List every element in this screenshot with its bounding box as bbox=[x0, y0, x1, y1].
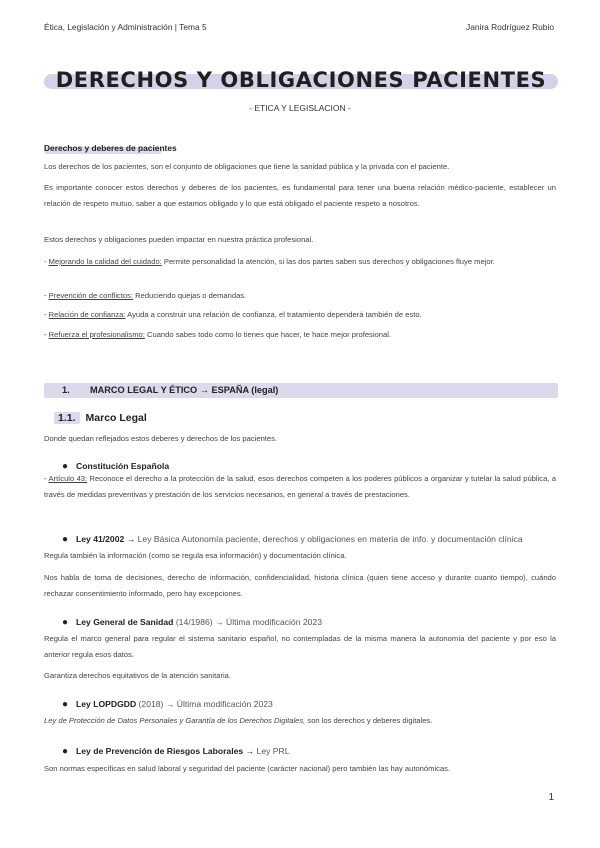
header-course: Ética, Legislación y Administración | Tema 5 bbox=[44, 22, 207, 32]
bullet-desc: Ley Básica Autonomía paciente, derechos y obligaciones en materia de info. y documentación clínica bbox=[135, 534, 523, 544]
subsection-title: Marco Legal bbox=[85, 412, 147, 424]
bullet-title: Ley General de Sanidad bbox=[76, 617, 174, 627]
bullet-icon: ● bbox=[62, 534, 69, 545]
lopdgdd-paragraph bbox=[44, 713, 556, 729]
section-number: 1. bbox=[62, 385, 70, 395]
intro-item bbox=[44, 327, 556, 343]
bullet-title: Ley LOPDGDD bbox=[76, 699, 137, 709]
item-prefix: - bbox=[44, 291, 49, 300]
section-1-title bbox=[62, 385, 278, 395]
page-number: 1 bbox=[548, 792, 554, 803]
intro-item bbox=[44, 307, 556, 323]
bullet-icon: ● bbox=[62, 699, 69, 710]
constitucion-text bbox=[44, 471, 556, 502]
subsection-heading bbox=[54, 412, 147, 424]
bullet-desc: Ley PRL bbox=[254, 746, 290, 756]
intro-paragraph-1: Los derechos de los pacientes, son el conjunto de obligaciones que tiene la sanidad pública y la privada con el paciente. bbox=[44, 162, 450, 171]
page-title: DERECHOS Y OBLIGACIONES PACIENTES bbox=[55, 68, 547, 92]
law-desc: son los derechos y deberes digitales. bbox=[305, 716, 433, 725]
section-title-text: MARCO LEGAL Y ÉTICO → ESPAÑA (legal) bbox=[90, 385, 279, 395]
lopdgdd-heading bbox=[62, 699, 273, 710]
title-block bbox=[44, 68, 558, 98]
ley41-paragraph-2: Nos habla de toma de decisiones, derecho de información, confidencialidad, historia clínica (quien tiene acceso y durante cuanto tiempo), cuándo rechazar consentimiento informado, pero hay excepciones. bbox=[44, 573, 556, 598]
intro-heading-text: Derechos y deberes de pacientes bbox=[44, 143, 177, 153]
item-prefix: - bbox=[44, 310, 49, 319]
ley41-paragraph-1: Regula también la información (como se regula esa información) y documentación clínica. bbox=[44, 551, 347, 560]
bullet-title: Ley de Prevención de Riesgos Laborales → bbox=[76, 746, 255, 756]
bullet-desc: (2018) → Última modificación 2023 bbox=[136, 699, 273, 709]
item-text: Permite personalidad la atención, si las dos partes saben sus derechos y obligaciones fluye mejor. bbox=[161, 257, 495, 266]
article-label: Artículo 43: bbox=[48, 474, 88, 483]
item-prefix: - bbox=[44, 330, 49, 339]
item-text: Cuando sabes todo como lo tienes que hacer, te hace mejor profesional. bbox=[144, 330, 391, 339]
article-text: Reconoce el derecho a la protección de la salud, esos derechos competen a los poderes públicos a organizar y tutelar la salud pública, a través de medidas preventivas y prestación de los servicios necesarios, en general a través de prestaciones. bbox=[44, 474, 556, 499]
page-subtitle: - ETICA Y LEGISLACION - bbox=[249, 103, 351, 113]
ley-sanidad-paragraph-2: Garantiza derechos equitativos de la atención sanitaria. bbox=[44, 671, 232, 680]
item-text: Ayuda a construir una relación de confianza, el tratamiento dependerá también de esto. bbox=[125, 310, 422, 319]
section-1-heading bbox=[44, 382, 558, 400]
subsection-intro: Donde quedan reflejados estos deberes y derechos de los pacientes. bbox=[44, 434, 278, 443]
subsection-number: 1.1. bbox=[54, 412, 80, 424]
item-prefix: - bbox=[44, 474, 49, 483]
bullet-icon: ● bbox=[62, 461, 69, 472]
item-text: Reduciendo quejas o demandas. bbox=[133, 291, 247, 300]
ley41-heading bbox=[62, 534, 523, 545]
item-prefix: - bbox=[44, 257, 49, 266]
item-label: Relación de confianza: bbox=[48, 310, 126, 319]
bullet-icon: ● bbox=[62, 617, 69, 628]
intro-paragraph-3: Estos derechos y obligaciones pueden impactar en nuestra práctica profesional. bbox=[44, 235, 314, 244]
intro-heading bbox=[44, 143, 177, 153]
intro-item bbox=[44, 288, 556, 304]
item-label: Prevención de conflictos: bbox=[48, 291, 134, 300]
prl-paragraph: Son normas específicas en salud laboral y seguridad del paciente (carácter nacional) pero también las hay autonómicas. bbox=[44, 764, 451, 773]
item-label: Refuerza el profesionalismo: bbox=[48, 330, 145, 339]
intro-paragraph-2: Es importante conocer estos derechos y deberes de los pacientes, es fundamental para tener una buena relación médico-paciente, establecer un relación de respeto mutuo, saber a que estamos obligado y lo que está obligado el paciente respeto a nosotros. bbox=[44, 183, 556, 208]
prl-heading bbox=[62, 746, 290, 757]
bullet-title: Ley 41/2002 → bbox=[76, 534, 136, 544]
bullet-title: Constitución Española bbox=[76, 461, 170, 471]
intro-item bbox=[44, 254, 556, 270]
ley-sanidad-paragraph-1: Regula el marco general para regular el sistema sanitario español, no contempladas de la misma manera la autonomía del paciente y por eso la anterior regula esos datos. bbox=[44, 634, 556, 659]
ley-sanidad-heading bbox=[62, 617, 322, 628]
law-name: Ley de Protección de Datos Personales y Garantía de los Derechos Digitales, bbox=[44, 716, 306, 725]
item-label: Mejorando la calidad del cuidado: bbox=[48, 257, 162, 266]
bullet-desc: (14/1986) → Última modificación 2023 bbox=[173, 617, 322, 627]
bullet-icon: ● bbox=[62, 746, 69, 757]
header-author: Janira Rodríguez Rubio bbox=[466, 22, 554, 32]
